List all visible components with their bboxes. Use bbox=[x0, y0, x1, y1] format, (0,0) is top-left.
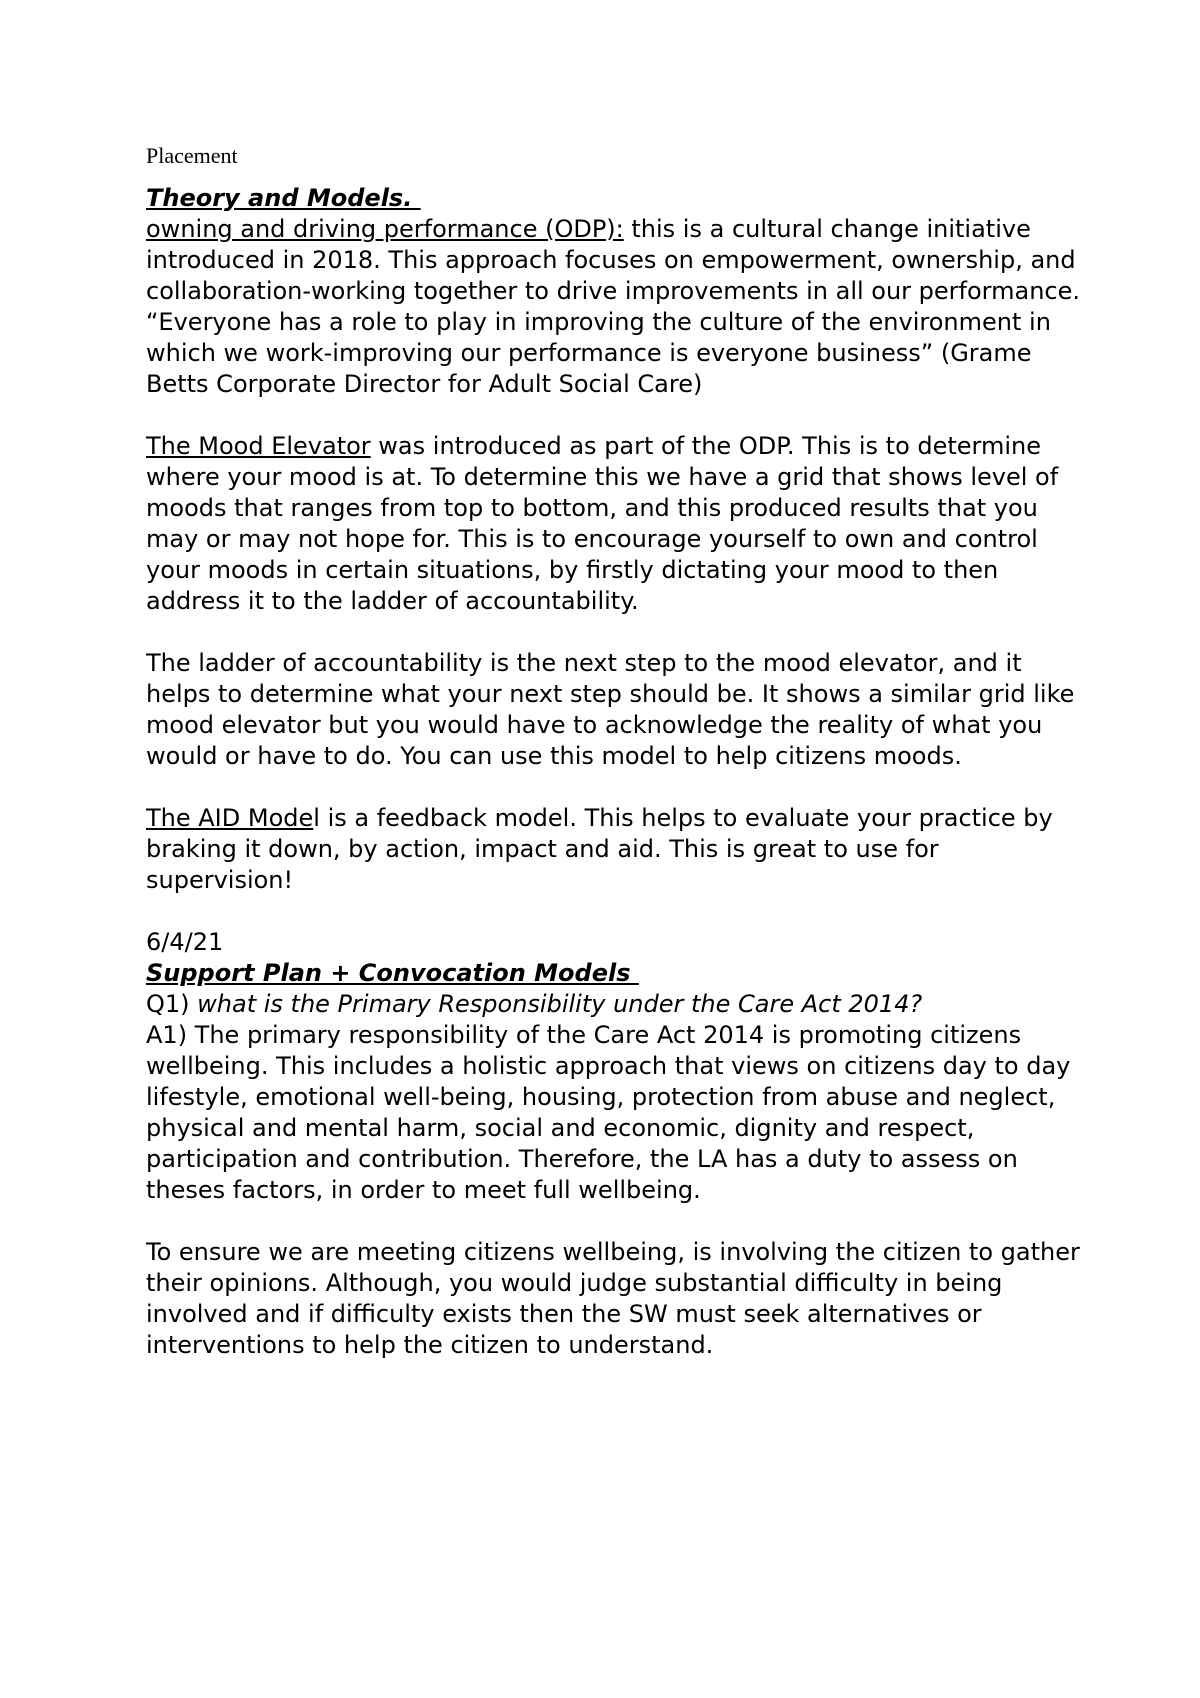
answer-1: A1) The primary responsibility of the Care Act 2014 is promoting citizens wellbeing. This includes a holistic approach that views on citizens day to day lifestyle, emotional well-being, housing, protection from abuse and neglect, physical and mental harm, social and economic, dignity and respect, participation and contribution. Therefore, the LA has a duty to assess on theses factors, in order to meet full wellbeing. bbox=[146, 1021, 1071, 1204]
section-heading-theory-text: Theory and Models. bbox=[146, 184, 421, 212]
aid-model-term-tail: l bbox=[313, 804, 320, 832]
question-1-text: what is the Primary Responsibility under the Care Act 2014? bbox=[197, 990, 923, 1018]
quote-paragraph: “Everyone has a role to play in improving the culture of the environment in which we work-improving our performance is everyone business” (Grame Betts Corporate Director for Adult Social Care) bbox=[146, 308, 1051, 398]
odp-paragraph bbox=[146, 214, 1086, 307]
odp-term: owning and driving performance (ODP): bbox=[146, 215, 624, 243]
section-heading-theory bbox=[146, 183, 1086, 214]
blank-line bbox=[146, 896, 1086, 927]
odp-text: this is a cultural change initiative introduced in 2018. This approach focuses on empowerment, ownership, and collaboration-working together to drive improvements in all our performance. bbox=[146, 215, 1081, 305]
question-1-label: Q1) bbox=[146, 990, 198, 1018]
document-body bbox=[146, 140, 1086, 1361]
blank-line bbox=[146, 617, 1086, 648]
wellbeing-paragraph: To ensure we are meeting citizens wellbeing, is involving the citizen to gather their opinions. Although, you would judge substantial difficulty in being involved and if difficulty exists then the SW must seek alternatives or interventions to help the citizen to understand. bbox=[146, 1238, 1080, 1359]
page-header-label: Placement bbox=[146, 143, 238, 168]
aid-model-term: The AID Mode bbox=[146, 804, 314, 832]
mood-elevator-text: was introduced as part of the ODP. This is to determine where your mood is at. To determine this we have a grid that shows level of moods that ranges from top to bottom, and this produced results that you may or may not hope for. This is to encourage yourself to own and control your moods in certain situations, by firstly dictating your mood to then address it to the ladder of accountability. bbox=[146, 432, 1059, 615]
mood-elevator-term: The Mood Elevator bbox=[146, 432, 371, 460]
blank-line bbox=[146, 1206, 1086, 1237]
blank-line bbox=[146, 400, 1086, 431]
aid-model-paragraph bbox=[146, 803, 1086, 896]
ladder-paragraph: The ladder of accountability is the next step to the mood elevator, and it helps to determine what your next step should be. It shows a similar grid like mood elevator but you would have to acknowledge the reality of what you would or have to do. You can use this model to help citizens moods. bbox=[146, 649, 1075, 770]
blank-line bbox=[146, 772, 1086, 803]
entry-date: 6/4/21 bbox=[146, 928, 224, 956]
question-1 bbox=[146, 989, 1086, 1020]
section-heading-support-plan bbox=[146, 958, 1086, 989]
aid-model-text: is a feedback model. This helps to evaluate your practice by braking it down, by action, impact and aid. This is great to use for supervision! bbox=[146, 804, 1053, 894]
section-heading-support-plan-text: Support Plan + Convocation Models bbox=[146, 959, 639, 987]
mood-elevator-paragraph bbox=[146, 431, 1086, 617]
